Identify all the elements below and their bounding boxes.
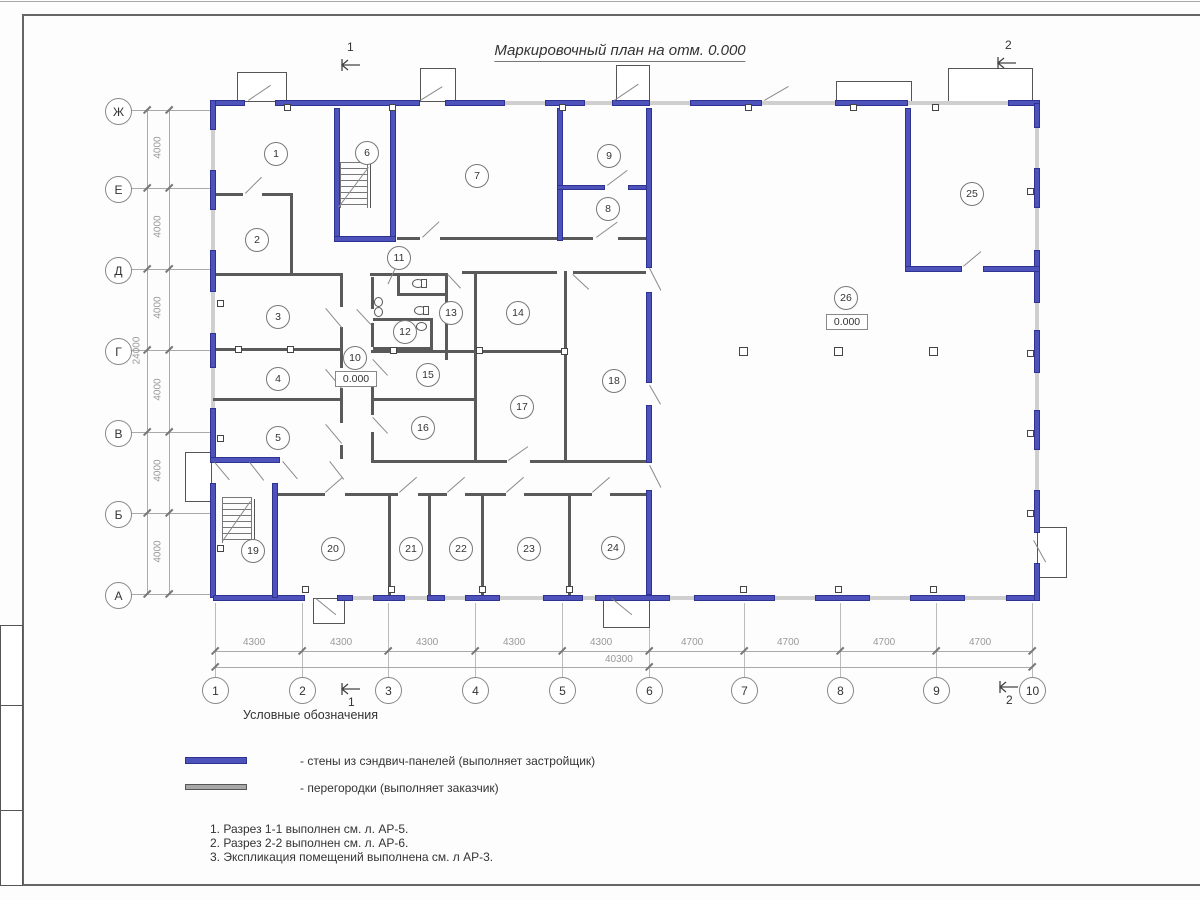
room-bubble: 24 xyxy=(601,536,625,560)
room-bubble: 25 xyxy=(960,182,984,206)
door-leaf xyxy=(325,424,342,444)
partition xyxy=(371,432,374,462)
note-line: 3. Экспликация помещений выполнена см. л АР-3. xyxy=(210,850,494,864)
room-bubble: 23 xyxy=(517,537,541,561)
door-leaf xyxy=(596,222,618,238)
axis-col-label: 6 xyxy=(636,677,663,704)
pilaster xyxy=(930,586,937,593)
room-bubble: 12 xyxy=(393,320,417,344)
axis-line xyxy=(130,188,213,189)
window-infill xyxy=(353,596,373,600)
room-bubble: 16 xyxy=(411,416,435,440)
dim-label: 4000 xyxy=(152,378,164,401)
window-infill xyxy=(1035,303,1039,330)
window-infill xyxy=(445,596,465,600)
partition xyxy=(618,237,648,240)
window-infill xyxy=(762,101,835,105)
room-bubble: 21 xyxy=(399,537,423,561)
room-bubble: 9 xyxy=(597,144,621,168)
door-leaf xyxy=(249,462,264,481)
partition xyxy=(397,293,448,296)
pilaster xyxy=(479,586,486,593)
room-bubble: 17 xyxy=(510,395,534,419)
partition xyxy=(530,460,647,463)
wall-sandwich xyxy=(1034,250,1040,303)
partition xyxy=(481,496,484,595)
door-leaf xyxy=(607,170,628,186)
partition xyxy=(610,493,646,496)
dim-total-label: 40300 xyxy=(605,654,633,665)
room-bubble: 7 xyxy=(465,164,489,188)
wall-sandwich xyxy=(983,266,1040,272)
window-infill xyxy=(211,130,215,170)
extension-line xyxy=(744,603,745,677)
wall-sandwich xyxy=(275,100,420,106)
door-leaf xyxy=(963,251,981,267)
axis-line xyxy=(130,269,213,270)
porch-outline xyxy=(237,72,287,102)
wall-sandwich xyxy=(646,108,652,268)
door-leaf xyxy=(214,462,230,480)
axis-col-label: 9 xyxy=(923,677,950,704)
room-bubble: 6 xyxy=(355,141,379,165)
axis-col-label: 8 xyxy=(827,677,854,704)
axis-line xyxy=(130,432,213,433)
legend-partition-swatch xyxy=(185,784,247,790)
frame-side-cell xyxy=(0,625,23,706)
wall-sandwich xyxy=(1034,168,1040,208)
pilaster xyxy=(835,586,842,593)
pilaster xyxy=(1027,350,1034,357)
pilaster xyxy=(566,586,573,593)
dim-label: 4300 xyxy=(416,637,439,648)
legend-item-label: - перегородки (выполняет заказчик) xyxy=(300,781,499,795)
axis-row-label: Ж xyxy=(105,98,132,125)
wall-sandwich xyxy=(612,100,650,106)
pilaster xyxy=(390,347,397,354)
window-infill xyxy=(650,101,690,105)
axis-line xyxy=(130,110,213,111)
wall-sandwich xyxy=(210,483,216,598)
window-infill xyxy=(1035,373,1039,410)
wall-sandwich xyxy=(905,108,911,271)
window-infill xyxy=(500,596,543,600)
room-bubble: 8 xyxy=(596,197,620,221)
dimension-line xyxy=(215,667,1032,668)
partition xyxy=(213,193,243,196)
column xyxy=(834,347,843,356)
porch-outline xyxy=(313,598,345,624)
pilaster xyxy=(1027,188,1034,195)
wall-sandwich xyxy=(646,292,652,383)
partition xyxy=(213,398,343,401)
partition xyxy=(388,496,391,595)
room-bubble: 26 xyxy=(834,286,858,310)
axis-col-label: 7 xyxy=(731,677,758,704)
extension-line xyxy=(562,603,563,677)
door-leaf xyxy=(649,465,661,488)
wall-sandwich xyxy=(210,100,216,130)
door-leaf xyxy=(506,477,524,493)
axis-row-label: Г xyxy=(105,338,132,365)
wall-sandwich xyxy=(694,595,775,601)
pilaster xyxy=(1027,510,1034,517)
window-infill xyxy=(670,596,694,600)
wall-sandwich xyxy=(646,490,652,595)
toilet-icon xyxy=(421,279,427,288)
partition xyxy=(277,493,325,496)
extension-line xyxy=(936,603,937,677)
frame-bottom-line xyxy=(0,884,1200,886)
partition xyxy=(371,323,374,347)
partition xyxy=(428,496,431,595)
wall-sandwich xyxy=(905,266,962,272)
pilaster xyxy=(217,435,224,442)
axis-row-label: Д xyxy=(105,257,132,284)
axis-line xyxy=(130,594,213,595)
room-bubble: 5 xyxy=(266,426,290,450)
porch-outline xyxy=(603,598,650,628)
room-bubble: 13 xyxy=(439,301,463,325)
wall-sandwich xyxy=(213,100,245,106)
door-leaf xyxy=(245,177,262,194)
pilaster xyxy=(561,348,568,355)
section-2-label-bottom: 2 xyxy=(1006,693,1013,707)
page-title: Маркировочный план на отм. 0.000 xyxy=(494,42,745,62)
room-bubble: 3 xyxy=(266,305,290,329)
partition xyxy=(474,271,477,353)
room-bubble: 11 xyxy=(387,246,411,270)
room-bubble: 22 xyxy=(449,537,473,561)
dim-label: 4700 xyxy=(681,637,704,648)
dimension-line xyxy=(215,651,1032,652)
axis-col-label: 5 xyxy=(549,677,576,704)
window-infill xyxy=(583,596,595,600)
pilaster xyxy=(745,104,752,111)
window-infill xyxy=(1035,128,1039,168)
toilet-icon xyxy=(423,306,429,315)
window-infill xyxy=(1035,208,1039,250)
wall-sandwich xyxy=(213,595,305,601)
elevation-mark: 0.000 xyxy=(335,371,377,387)
partition xyxy=(371,460,507,463)
dim-label: 4700 xyxy=(969,637,992,648)
partition xyxy=(418,493,447,496)
partition xyxy=(290,193,293,275)
axis-row-label: Б xyxy=(105,501,132,528)
wall-sandwich xyxy=(1034,490,1040,533)
section-1-label-top: 1 xyxy=(347,40,354,54)
wall-sandwich xyxy=(210,170,216,210)
section-1-arrow-bottom xyxy=(332,682,362,696)
note-line: 1. Разрез 1-1 выполнен см. л. АР-5. xyxy=(210,822,409,836)
room-bubble: 20 xyxy=(321,537,345,561)
wall-sandwich xyxy=(337,595,353,601)
wall-sandwich xyxy=(210,457,280,463)
wall-sandwich xyxy=(210,250,216,292)
pilaster xyxy=(389,104,396,111)
extension-line xyxy=(840,603,841,677)
dim-label: 4300 xyxy=(503,637,526,648)
section-1-arrow-top xyxy=(332,58,362,72)
room-bubble: 1 xyxy=(264,142,288,166)
wall-sandwich xyxy=(595,595,670,601)
window-infill xyxy=(585,101,612,105)
partition xyxy=(262,193,293,196)
window-infill xyxy=(775,596,815,600)
window-infill xyxy=(1035,450,1039,490)
wall-sandwich xyxy=(557,108,563,241)
dim-label: 4000 xyxy=(152,540,164,563)
pilaster xyxy=(476,347,483,354)
door-leaf xyxy=(572,274,589,290)
wall-sandwich xyxy=(272,483,278,598)
partition xyxy=(568,496,571,595)
wall-sandwich xyxy=(210,408,216,458)
dim-label: 4000 xyxy=(152,136,164,159)
wall-sandwich xyxy=(1034,103,1040,128)
stairs-direction-line xyxy=(370,164,371,208)
window-infill xyxy=(870,596,910,600)
door-leaf xyxy=(592,477,610,493)
legend-title: Условные обозначения xyxy=(243,708,379,722)
wall-sandwich xyxy=(334,236,396,242)
door-leaf xyxy=(422,221,440,237)
porch-outline xyxy=(616,65,650,102)
window-infill xyxy=(405,596,427,600)
sink-icon xyxy=(374,297,383,307)
section-2-label-top: 2 xyxy=(1005,38,1012,52)
pilaster xyxy=(284,104,291,111)
wall-sandwich xyxy=(210,333,216,368)
door-leaf xyxy=(282,461,298,479)
window-infill xyxy=(211,292,215,333)
dimension-line-vertical xyxy=(147,110,148,594)
door-leaf xyxy=(399,477,417,493)
partition xyxy=(340,327,343,368)
window-infill xyxy=(908,101,1008,105)
partition xyxy=(340,388,343,423)
axis-col-label: 3 xyxy=(375,677,402,704)
extension-line xyxy=(302,603,303,677)
pilaster xyxy=(559,104,566,111)
wall-sandwich xyxy=(465,595,500,601)
door-leaf xyxy=(649,385,661,405)
note-line: 2. Разрез 2-2 выполнен см. л. АР-6. xyxy=(210,836,409,850)
dim-label: 4700 xyxy=(777,637,800,648)
partition xyxy=(564,271,567,463)
dim-label: 4000 xyxy=(152,215,164,238)
partition xyxy=(524,493,592,496)
wall-sandwich xyxy=(1034,410,1040,450)
pilaster xyxy=(740,586,747,593)
partition xyxy=(430,318,433,350)
dim-label: 4300 xyxy=(243,637,266,648)
axis-row-label: Е xyxy=(105,176,132,203)
legend-item-label: - стены из сэндвич-панелей (выполняет застройщик) xyxy=(300,754,596,768)
section-2-arrow-top xyxy=(988,56,1018,70)
door-leaf xyxy=(329,461,344,480)
section-2-arrow-bottom xyxy=(990,680,1020,694)
dim-label: 4300 xyxy=(590,637,613,648)
pilaster xyxy=(932,104,939,111)
frame-side-cell xyxy=(0,705,23,811)
sink-icon xyxy=(374,307,383,317)
dim-label: 4700 xyxy=(873,637,896,648)
door-leaf xyxy=(372,417,388,434)
door-leaf xyxy=(447,274,461,289)
wall-sandwich xyxy=(427,595,445,601)
pilaster xyxy=(287,346,294,353)
wall-sandwich xyxy=(543,595,583,601)
frame-side-cell xyxy=(0,810,23,886)
partition xyxy=(340,445,343,459)
room-bubble: 19 xyxy=(241,539,265,563)
wall-sandwich xyxy=(373,595,405,601)
partition xyxy=(474,352,477,462)
dim-label: 4300 xyxy=(330,637,353,648)
window-infill xyxy=(211,210,215,250)
legend-sandwich-wall-swatch xyxy=(185,757,247,764)
partition xyxy=(340,275,343,307)
axis-col-label: 1 xyxy=(202,677,229,704)
pilaster xyxy=(850,104,857,111)
partition xyxy=(397,237,420,240)
partition xyxy=(213,273,343,276)
window-infill xyxy=(965,596,1006,600)
axis-col-label: 2 xyxy=(289,677,316,704)
door-leaf xyxy=(447,477,465,493)
wall-sandwich xyxy=(646,405,652,463)
wall-sandwich xyxy=(1034,330,1040,373)
room-bubble: 15 xyxy=(416,363,440,387)
column xyxy=(929,347,938,356)
door-leaf xyxy=(325,308,342,328)
column xyxy=(739,347,748,356)
porch-outline xyxy=(836,81,912,102)
pilaster xyxy=(217,300,224,307)
partition xyxy=(213,348,343,351)
partition xyxy=(370,273,448,276)
wall-sandwich xyxy=(815,595,870,601)
partition xyxy=(573,271,646,274)
dim-label: 4000 xyxy=(152,296,164,319)
section-1-label-bottom: 1 xyxy=(348,695,355,709)
partition xyxy=(560,237,593,240)
wall-sandwich xyxy=(1034,563,1040,601)
dimension-line-vertical xyxy=(169,110,170,594)
axis-row-label: А xyxy=(105,582,132,609)
toilet-icon xyxy=(416,322,427,331)
window-infill xyxy=(505,101,545,105)
pilaster xyxy=(302,586,309,593)
room-bubble: 2 xyxy=(245,228,269,252)
elevation-mark: 0.000 xyxy=(826,314,868,330)
dim-total-label: 24000 xyxy=(131,336,143,365)
extension-line xyxy=(388,603,389,677)
entrance-vestibule-outline xyxy=(185,452,212,502)
wall-sandwich xyxy=(557,185,605,190)
door-leaf xyxy=(764,86,789,101)
door-leaf xyxy=(508,446,528,461)
pilaster xyxy=(388,586,395,593)
porch-outline xyxy=(948,68,1033,102)
window-infill xyxy=(211,368,215,408)
partition xyxy=(465,493,506,496)
partition xyxy=(371,398,477,401)
sheet-edge-line xyxy=(0,1,1200,2)
pilaster xyxy=(235,346,242,353)
wall-sandwich xyxy=(835,100,908,106)
axis-row-label: В xyxy=(105,420,132,447)
dim-label: 4000 xyxy=(152,459,164,482)
frame-top-line xyxy=(22,14,1200,16)
axis-line xyxy=(130,513,213,514)
pilaster xyxy=(217,545,224,552)
axis-col-label: 4 xyxy=(462,677,489,704)
extension-line xyxy=(475,603,476,677)
room-bubble: 4 xyxy=(266,367,290,391)
wall-sandwich xyxy=(390,108,396,240)
exit-vestibule-outline xyxy=(1037,527,1067,578)
axis-col-label: 10 xyxy=(1019,677,1046,704)
door-leaf xyxy=(356,309,371,325)
partition xyxy=(397,276,400,293)
pilaster xyxy=(1027,430,1034,437)
partition xyxy=(371,350,567,353)
wall-sandwich xyxy=(445,100,505,106)
door-leaf xyxy=(649,268,661,291)
partition xyxy=(440,237,560,240)
room-bubble: 14 xyxy=(506,301,530,325)
wall-sandwich xyxy=(910,595,965,601)
room-bubble: 10 xyxy=(343,346,367,370)
room-bubble: 18 xyxy=(602,369,626,393)
door-leaf xyxy=(325,477,343,493)
stairs-direction-line xyxy=(254,499,255,541)
